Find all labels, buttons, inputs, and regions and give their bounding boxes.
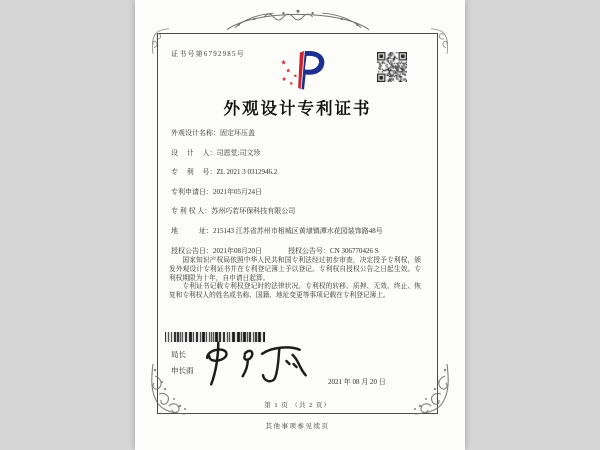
svg-text:★: ★	[285, 68, 291, 75]
field-value: 2021年05月24日	[213, 187, 262, 196]
field-value: 苏州巧若环保科技有限公司	[211, 207, 296, 216]
field-label: 设 计 人：	[171, 148, 217, 157]
field-label: 专利申请日：	[171, 187, 213, 196]
svg-text:★: ★	[293, 73, 298, 80]
field-row	[171, 144, 423, 164]
legal-paragraphs	[169, 257, 421, 301]
certificate-title: 外观设计专利证书	[223, 99, 372, 118]
certificate-paper	[135, 0, 465, 450]
grant-date-value: 2021年08月20日	[213, 246, 262, 255]
field-value: 司恩堂;司文珍	[216, 148, 261, 157]
field-value: 215143 江苏省苏州市相城区黄埭镇潭水花园装饰路48号	[213, 226, 383, 235]
field-label: 外观设计名称：	[171, 129, 220, 137]
field-row	[171, 202, 423, 222]
cnipa-patent-logo-icon	[279, 46, 329, 96]
field-row	[171, 163, 423, 183]
field-value: 固定环压盖	[220, 129, 255, 137]
field-row	[171, 124, 423, 144]
top-garland-ornament-icon	[225, 6, 371, 34]
legal-paragraph: 专利证书记载专利权登记时的法律状况。专利权的转移、质押、无效、终止、恢复和专利权人的姓名或名称、国籍、地址变更等事项记载在专利登记簿上。	[169, 283, 421, 300]
legal-paragraph: 国家知识产权局依照中华人民共和国专利法经过初步审查，决定授予专利权，颁发外观设计专利证书并在专利登记簿上予以登记。专利权自授权公告之日起生效。专利权期限为十年，自申请日起算。	[169, 257, 421, 282]
signing-date: 2021 年 08 月 20 日	[328, 378, 386, 386]
grant-number-value: CN 306770426 S	[330, 246, 379, 255]
grant-date-label: 授权公告日：	[171, 246, 213, 255]
director-title-label: 局长	[171, 350, 186, 359]
director-signature-icon	[199, 338, 321, 388]
continuation-note: 其他事项参见续页	[265, 423, 330, 430]
svg-text:★: ★	[280, 58, 287, 67]
field-label: 专 利 权 人：	[171, 207, 212, 216]
grant-number-label: 授权公告号：	[288, 246, 330, 255]
field-label: 地 址：	[171, 226, 213, 235]
director-name: 申长雨	[171, 366, 194, 375]
field-value: ZL 2021 3 0312946.2	[216, 168, 278, 177]
qr-code-icon	[377, 52, 407, 82]
svg-text:★: ★	[289, 81, 294, 88]
svg-text:★: ★	[281, 77, 287, 83]
page-indicator: 第 1 页 （共 2 页）	[264, 402, 331, 409]
field-row	[171, 222, 423, 242]
field-label: 专 利 号：	[171, 168, 217, 177]
certificate-number: 证书号第6792985号	[171, 50, 245, 58]
certificate-fields	[171, 124, 423, 261]
field-row	[171, 183, 423, 203]
